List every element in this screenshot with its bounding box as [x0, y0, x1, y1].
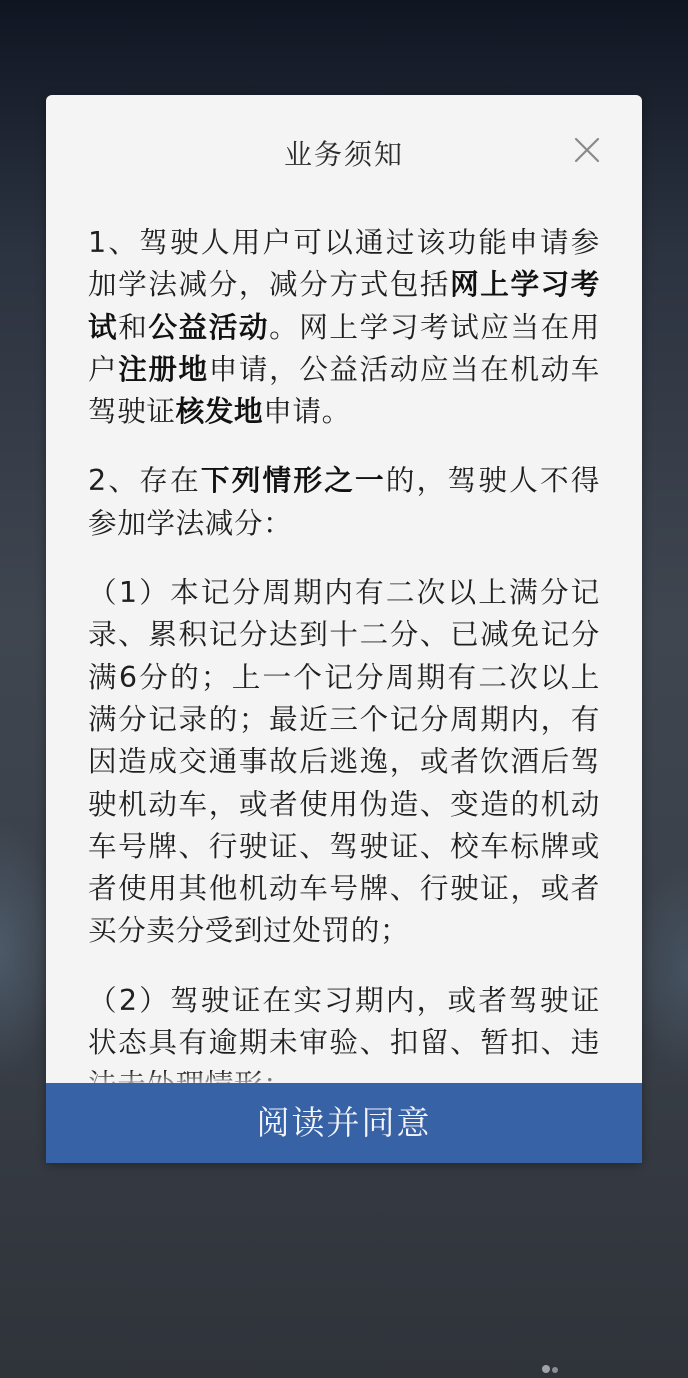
emphasized-text: 公益活动	[148, 309, 270, 344]
scroll-fade	[46, 1071, 642, 1083]
read-and-agree-button[interactable]: 阅读并同意	[46, 1083, 642, 1163]
emphasized-text: 网上学习考试	[88, 267, 600, 344]
paragraph-text: 申请，公益活动应当在机动车驾驶证	[88, 351, 600, 429]
dialog-header	[46, 95, 642, 205]
notice-paragraph	[88, 459, 600, 544]
notice-paragraph	[88, 221, 600, 432]
paragraph-text: 2、存在	[88, 463, 201, 498]
emphasized-text: 核发地	[175, 394, 264, 429]
paragraph-text: 1、驾驶人用户可以通过该功能申请参加学法减分，减分方式包括	[88, 225, 600, 302]
notice-paragraph	[88, 571, 600, 952]
emphasized-text: 注册地	[118, 351, 209, 386]
notice-content[interactable]	[46, 205, 642, 1083]
close-button[interactable]	[570, 133, 604, 167]
paragraph-text: 和	[118, 309, 149, 344]
paragraph-text: （1）本记分周期内有二次以上满分记录、累积记分达到十二分、已减免记分满6分的；上一个记分周期有二次以上满分记录的；最近三个记分周期内，有因造成交通事故后逃逸，或者饮酒后驾驶机动车，或者使用伪造、变造的机动车号牌、行驶证、驾驶证、校车标牌或者使用其他机动车号牌、行驶证，或者买分卖分受到过处罚的；	[88, 575, 600, 948]
paragraph-text: 。网上学习考试应当在用户	[88, 309, 601, 386]
notice-dialog	[46, 95, 642, 1163]
emphasized-text: 下列情形之一	[200, 463, 386, 498]
paragraph-text: （2）驾驶证在实习期内，或者驾驶证状态具有逾期未审验、扣留、暂扣、违	[88, 982, 600, 1060]
paragraph-text: 的，驾驶人不得参加学法减分：	[88, 463, 601, 540]
dialog-title: 业务须知	[283, 138, 404, 171]
close-icon	[570, 133, 604, 167]
paragraph-text: 申请。	[263, 394, 351, 429]
watermark-icon	[540, 1362, 566, 1376]
